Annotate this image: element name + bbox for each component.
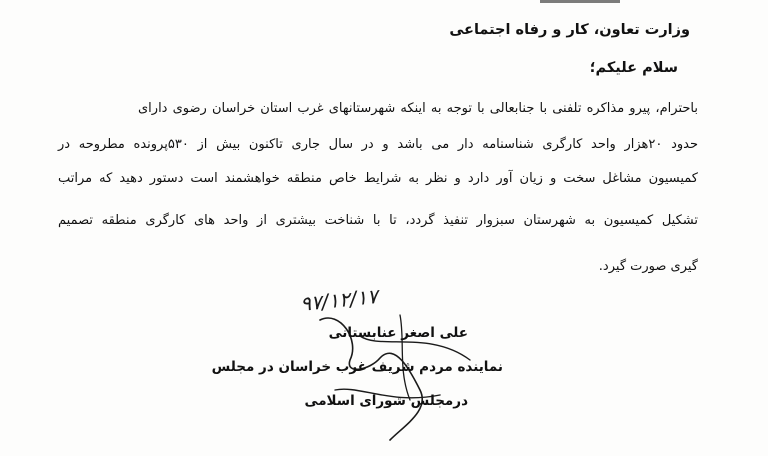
body-line: حدود ۲۰هزار واحد کارگری شناسنامه دار می باشد و در سال جاری تاکنون بیش از ۵۳۰پرونده مطروحه در: [58, 137, 698, 152]
body-line: باحترام، پیرو مذاکره تلفنی با جنابعالی با توجه به اینکه شهرستانهای غرب استان خراسان رضوی دارای: [138, 101, 698, 116]
signatory-institution: درمجلس شورای اسلامی: [304, 393, 468, 409]
body-line: گیری صورت گیرد.: [598, 259, 698, 274]
signatory-name: علی اصغر عنابستانی: [328, 325, 468, 341]
salutation: سلام علیکم؛: [589, 60, 678, 76]
scan-edge-mark: [540, 0, 620, 3]
body-line: کمیسیون مشاغل سخت و زیان آور دارد و نظر به شرایط خاص منطقه خواهشمند است دستور دهید که مراتب: [58, 171, 698, 186]
handwritten-date: ۹۷/۱۲/۱۷: [298, 283, 379, 317]
body-line: تشکیل کمیسیون به شهرستان سبزوار تنفیذ گردد، تا با شناخت بیشتری از واحد های کارگری منطقه تصمیم: [58, 213, 698, 228]
signatory-title: نماینده مردم شریف غرب خراسان در مجلس: [211, 359, 503, 375]
addressee: وزارت تعاون، کار و رفاه اجتماعی: [449, 22, 690, 38]
